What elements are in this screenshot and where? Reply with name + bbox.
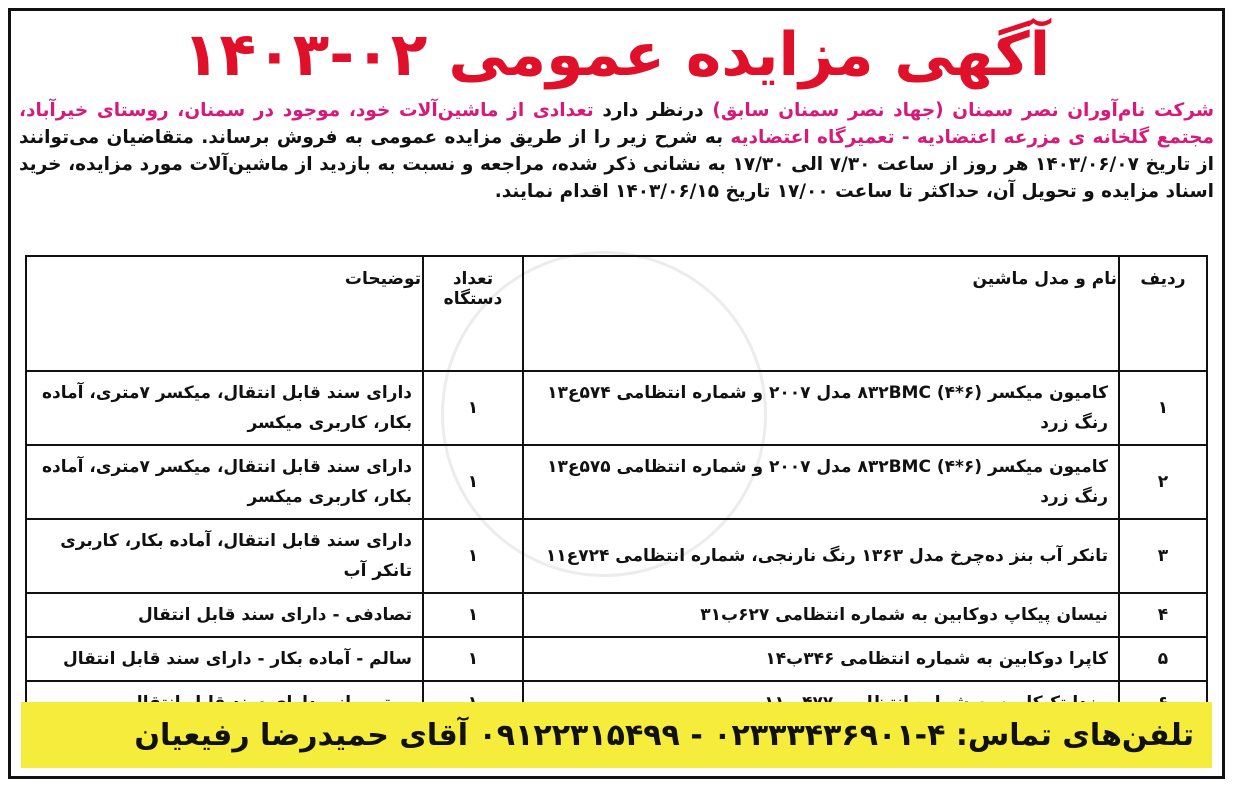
intro-subject: تعدادی از ماشین‌آلات خود، موجود در سمنان، روستای خیرآباد، مجتمع گلخانه ی مزرعه اعتضادیه - تعمیرگاه اعتضادیه <box>19 100 1215 148</box>
row-count: ۱ <box>423 593 523 637</box>
company-name: شرکت نام‌آوران نصر سمنان (جهاد نصر سمنان سابق) <box>712 100 1215 121</box>
header-count: تعداد دستگاه <box>423 256 523 371</box>
machines-table-wrap <box>25 255 1208 726</box>
header-idx: ردیف <box>1119 256 1207 371</box>
row-idx: ۵ <box>1119 637 1207 681</box>
row-name: کاپرا دوکابین به شماره انتظامی ۳۴۶ب۱۴ <box>523 637 1119 681</box>
intro-text-2: به شرح زیر را از طریق مزایده عمومی به فروش برساند. متقاضیان می‌توانند از تاریخ ۱۴۰۳/۰۶/۰۷ هر روز از ساعت ۷/۳۰ الی ۱۷/۳۰ به نشانی ذکر شده، مراجعه و نسبت به بازدید از ماشین‌آلات مورد مزایده، خرید اسناد مزایده و تحویل آن، حداکثر تا ساعت ۱۷/۰۰ تاریخ ۱۴۰۳/۰۶/۱۵ اقدام نمایند. <box>19 127 1214 202</box>
table-header-row <box>26 256 1207 371</box>
table-row <box>26 637 1207 681</box>
contact-footer <box>21 702 1212 768</box>
notice-page <box>8 8 1225 779</box>
table-row <box>26 445 1207 519</box>
table-row <box>26 593 1207 637</box>
row-desc: تصادفی - دارای سند قابل انتقال <box>26 593 423 637</box>
contact-phones: تلفن‌های تماس: ۴-۰۲۳۳۳۴۳۶۹۰۱ - ۰۹۱۲۲۳۱۵۴۹۹ آقای حمیدرضا رفیعیان <box>134 717 1194 753</box>
row-desc: سالم - آماده بکار - دارای سند قابل انتقال <box>26 637 423 681</box>
row-count: ۱ <box>423 519 523 593</box>
row-idx: ۴ <box>1119 593 1207 637</box>
header-name: نام و مدل ماشین <box>523 256 1119 371</box>
row-count: ۱ <box>423 445 523 519</box>
row-name: نیسان پیکاپ دوکابین به شماره انتظامی ۶۲۷ب۳۱ <box>523 593 1119 637</box>
row-idx: ۲ <box>1119 445 1207 519</box>
row-name: کامیون میکسر ۸۳۲BMC (۴*۶) مدل ۲۰۰۷ و شماره انتظامی ۵۷۴ع۱۳ رنگ زرد <box>523 371 1119 445</box>
row-desc: دارای سند قابل انتقال، میکسر ۷متری، آماده بکار، کاربری میکسر <box>26 371 423 445</box>
row-name: کامیون میکسر ۸۳۲BMC (۴*۶) مدل ۲۰۰۷ و شماره انتظامی ۵۷۵ع۱۳ رنگ زرد <box>523 445 1119 519</box>
header-desc: توضیحات <box>26 256 423 371</box>
table-row <box>26 371 1207 445</box>
row-name: تانکر آب بنز ده‌چرخ مدل ۱۳۶۳ رنگ نارنجی، شماره انتظامی ۷۲۴ع۱۱ <box>523 519 1119 593</box>
row-desc: دارای سند قابل انتقال، آماده بکار، کاربری تانکر آب <box>26 519 423 593</box>
row-idx: ۳ <box>1119 519 1207 593</box>
row-idx: ۱ <box>1119 371 1207 445</box>
table-row <box>26 519 1207 593</box>
notice-title: آگهی مزایده عمومی ۰۲-۱۴۰۳ <box>182 20 1051 90</box>
row-count: ۱ <box>423 371 523 445</box>
intro-paragraph <box>11 97 1222 205</box>
row-count: ۱ <box>423 637 523 681</box>
machines-table <box>25 255 1208 726</box>
row-desc: دارای سند قابل انتقال، میکسر ۷متری، آماده بکار، کاربری میکسر <box>26 445 423 519</box>
intro-text-1: درنظر دارد <box>593 100 713 121</box>
